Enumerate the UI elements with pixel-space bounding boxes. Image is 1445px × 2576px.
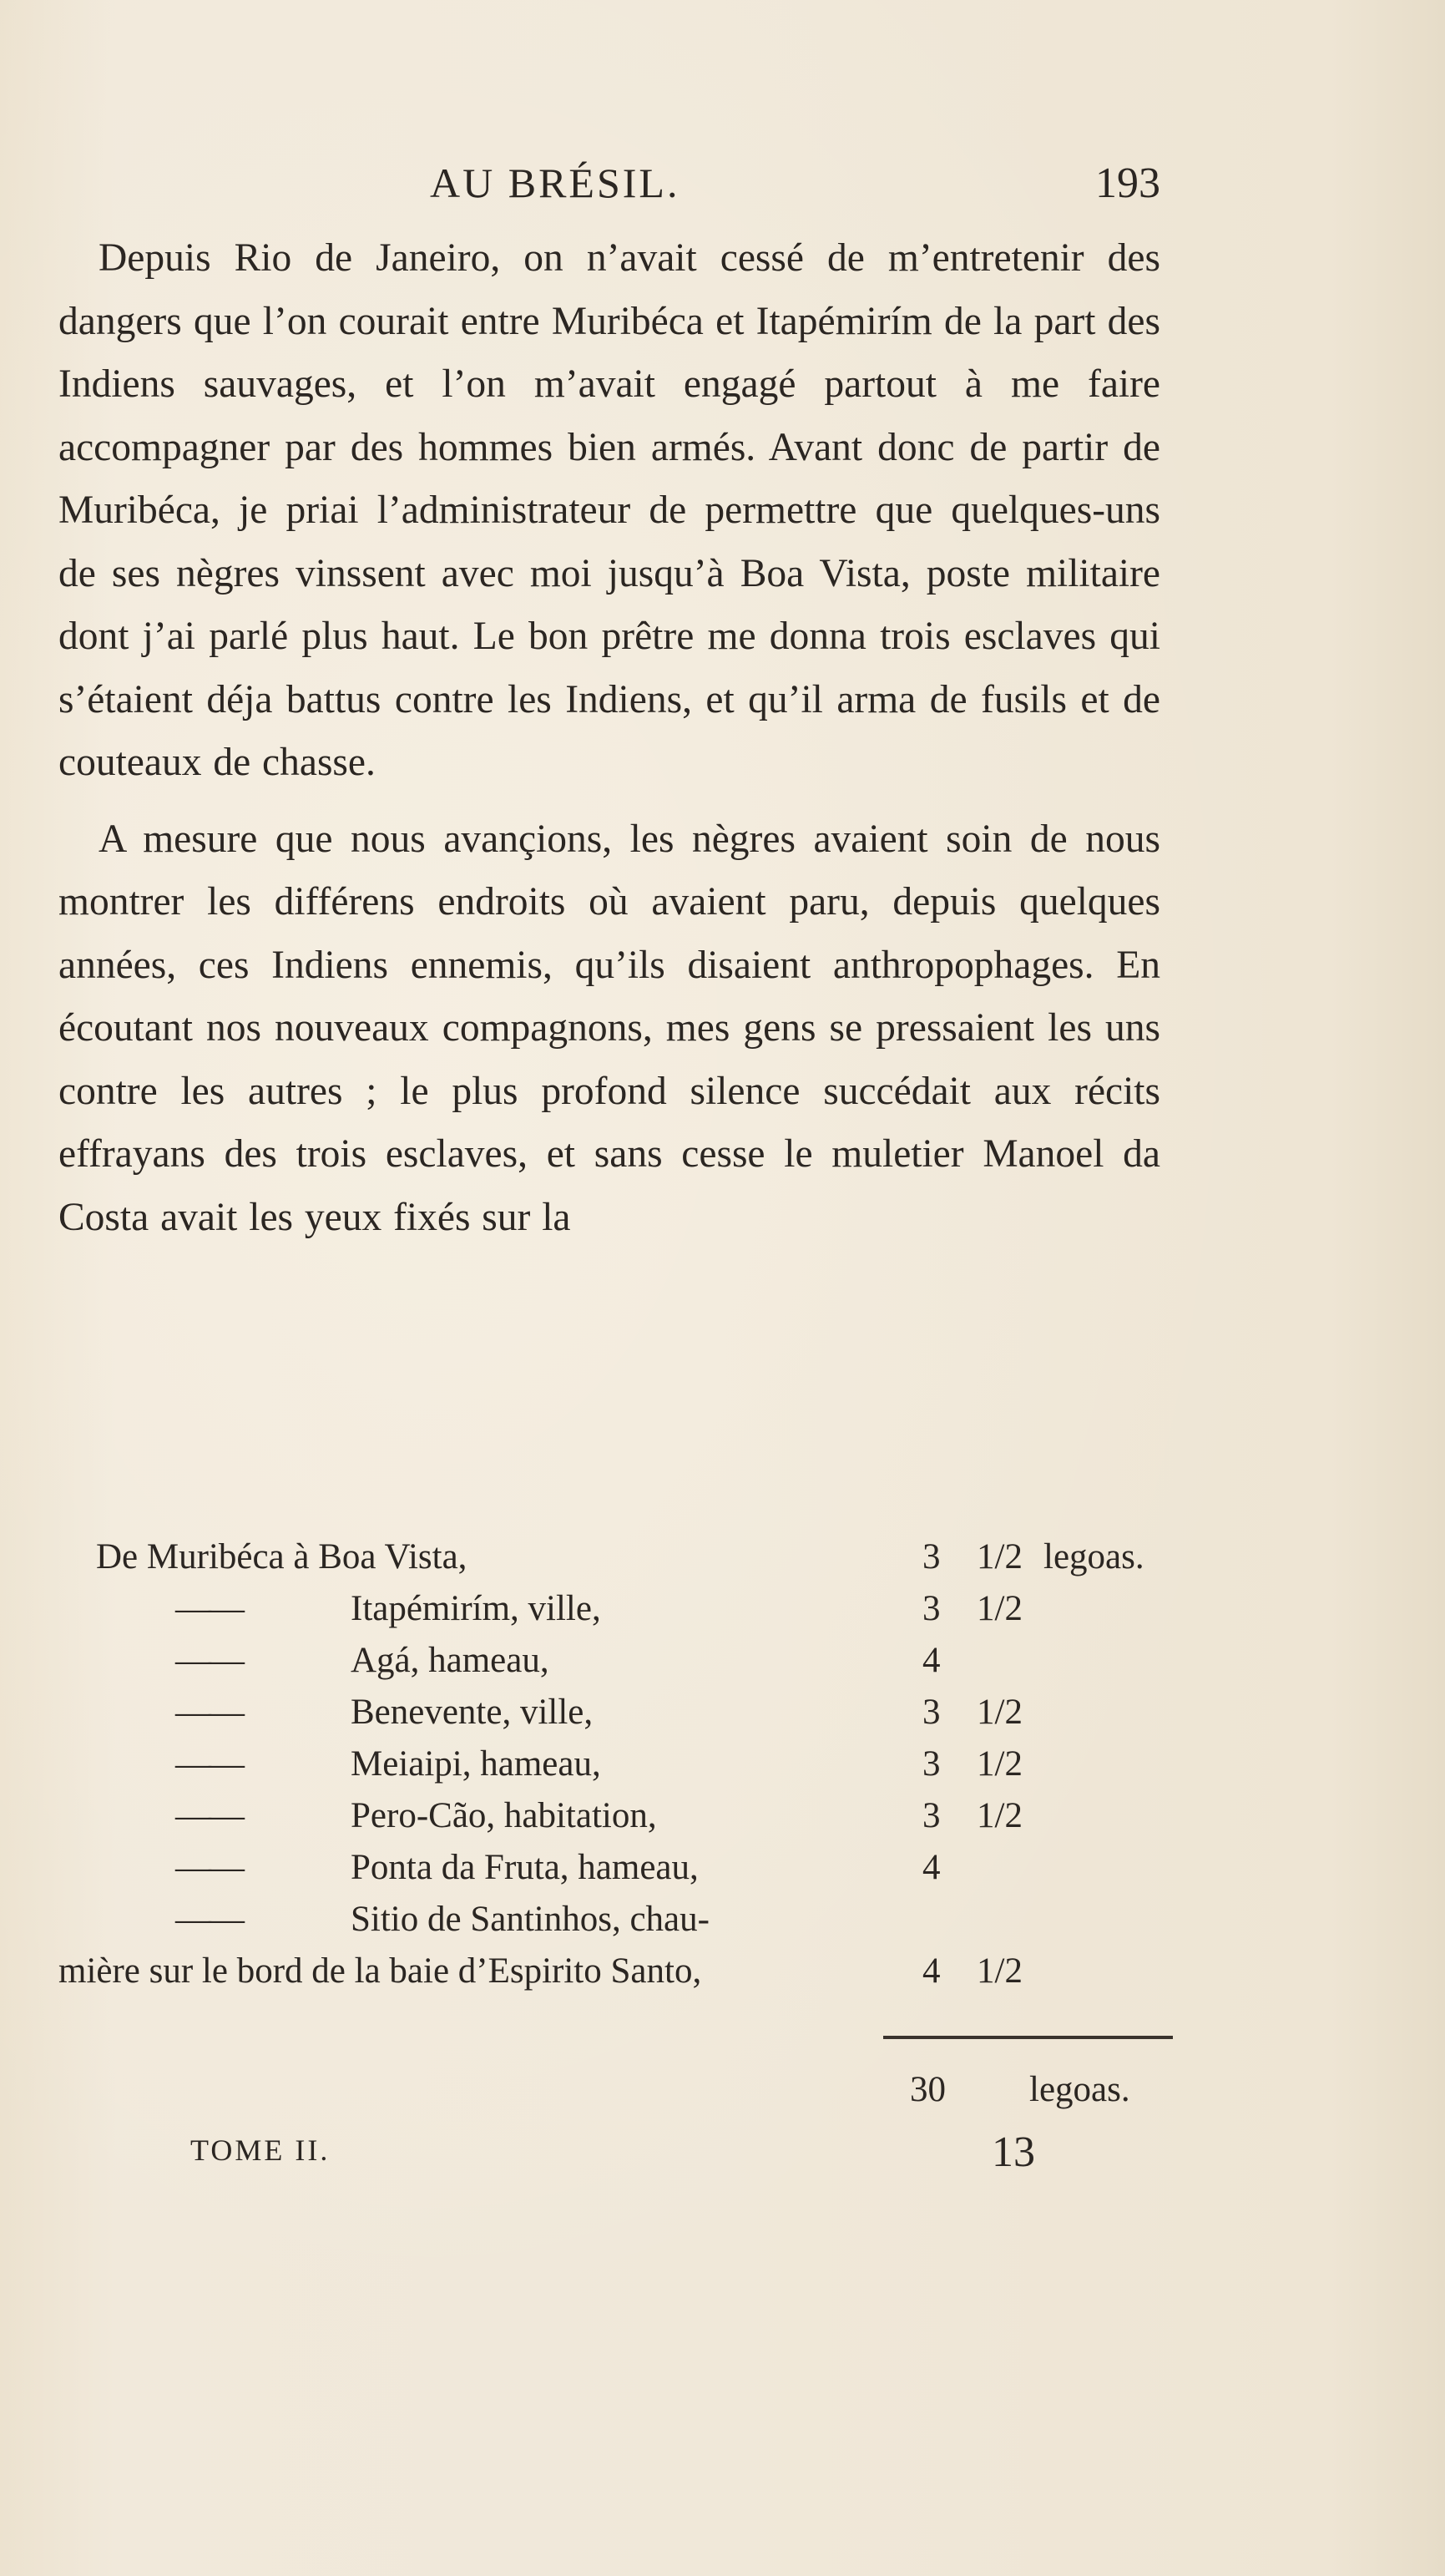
running-title: AU BRÉSIL. <box>430 159 680 206</box>
itinerary-place: mière sur le bord de la baie d’Espirito Santo, <box>58 1951 702 1991</box>
total-unit: legoas. <box>1029 2070 1130 2109</box>
itinerary-distance: 4 <box>922 1641 941 1680</box>
itinerary-distance: 4 <box>922 1848 941 1887</box>
ditto-dash: —— <box>175 1848 242 1887</box>
itinerary-row <box>58 1795 1177 1847</box>
itinerary-distance: 3 <box>922 1744 941 1784</box>
itinerary-place: Benevente, ville, <box>351 1693 594 1732</box>
itinerary-distance: 3 <box>922 1693 941 1732</box>
itinerary-fraction: 1/2 <box>977 1589 1023 1628</box>
itinerary-table <box>58 1536 1177 2002</box>
itinerary-place: Itapémirím, ville, <box>351 1589 601 1628</box>
itinerary-distance: 3 <box>922 1537 941 1576</box>
itinerary-row <box>58 1536 1177 1588</box>
itinerary-total <box>910 2069 1130 2110</box>
itinerary-distance: 3 <box>922 1589 941 1628</box>
itinerary-row <box>58 1743 1177 1795</box>
itinerary-row <box>58 1640 1177 1692</box>
itinerary-place: Ponta da Fruta, hameau, <box>351 1848 699 1887</box>
itinerary-fraction: 1/2 <box>977 1693 1023 1732</box>
itinerary-place: De Muribéca à Boa Vista, <box>96 1537 467 1576</box>
page-number: 193 <box>1095 159 1160 207</box>
ditto-dash: —— <box>175 1796 242 1835</box>
ditto-dash: —— <box>175 1693 242 1732</box>
itinerary-row <box>58 1588 1177 1640</box>
volume-label: TOME II. <box>190 2133 331 2167</box>
itinerary-row <box>58 1899 1177 1951</box>
itinerary-place: Sitio de Santinhos, chau- <box>351 1900 710 1939</box>
ditto-dash: —— <box>175 1589 242 1628</box>
itinerary-distance: 3 <box>922 1796 941 1835</box>
page-footer <box>58 2128 1035 2178</box>
itinerary-place: Pero-Cão, habitation, <box>351 1796 657 1835</box>
itinerary-fraction: 1/2 <box>977 1951 1023 1991</box>
page-header <box>58 159 1160 217</box>
itinerary-fraction: 1/2 <box>977 1537 1023 1576</box>
signature-mark: 13 <box>992 2128 1035 2176</box>
ditto-dash: —— <box>175 1900 242 1939</box>
itinerary-place: Meiaipi, hameau, <box>351 1744 601 1784</box>
itinerary-row <box>58 1847 1177 1899</box>
total-distance: 30 <box>910 2070 946 2109</box>
sum-rule <box>883 2036 1173 2039</box>
itinerary-unit: legoas. <box>1043 1537 1144 1576</box>
itinerary-place: Agá, hameau, <box>351 1641 549 1680</box>
itinerary-fraction: 1/2 <box>977 1796 1023 1835</box>
ditto-dash: —— <box>175 1641 242 1680</box>
itinerary-distance: 4 <box>922 1951 941 1991</box>
paragraph: Depuis Rio de Janeiro, on n’avait cessé de m’entretenir des dangers que l’on courait entre Muribéca et Itapémirím de la part des Indiens sauvages, et l’on m’avait engagé partout à me faire accompagner par des hommes bien armés. Avant donc de partir de Muribéca, je priai l’administrateur de permettre que quelques-uns de ses nègres vinssent avec moi jusqu’à Boa Vista, poste militaire dont j’ai parlé plus haut. Le bon prêtre me donna trois esclaves qui s’étaient déja battus contre les Indiens, et qu’il arma de fusils et de couteaux de chasse. <box>58 236 1160 784</box>
ditto-dash: —— <box>175 1744 242 1784</box>
itinerary-row <box>58 1951 1177 2002</box>
itinerary-fraction: 1/2 <box>977 1744 1023 1784</box>
paragraph: A mesure que nous avançions, les nègres avaient soin de nous montrer les différens endroits où avaient paru, depuis quelques années, ces Indiens ennemis, qu’ils disaient anthropophages. En écoutant nos nouveaux compagnons, mes gens se pressaient les uns contre les autres ; le plus profond silence succédait aux récits effrayans des trois esclaves, et sans cesse le muletier Manoel da Costa avait les yeux fixés sur la <box>58 817 1160 1239</box>
body-text <box>58 227 1160 1249</box>
itinerary-row <box>58 1692 1177 1743</box>
